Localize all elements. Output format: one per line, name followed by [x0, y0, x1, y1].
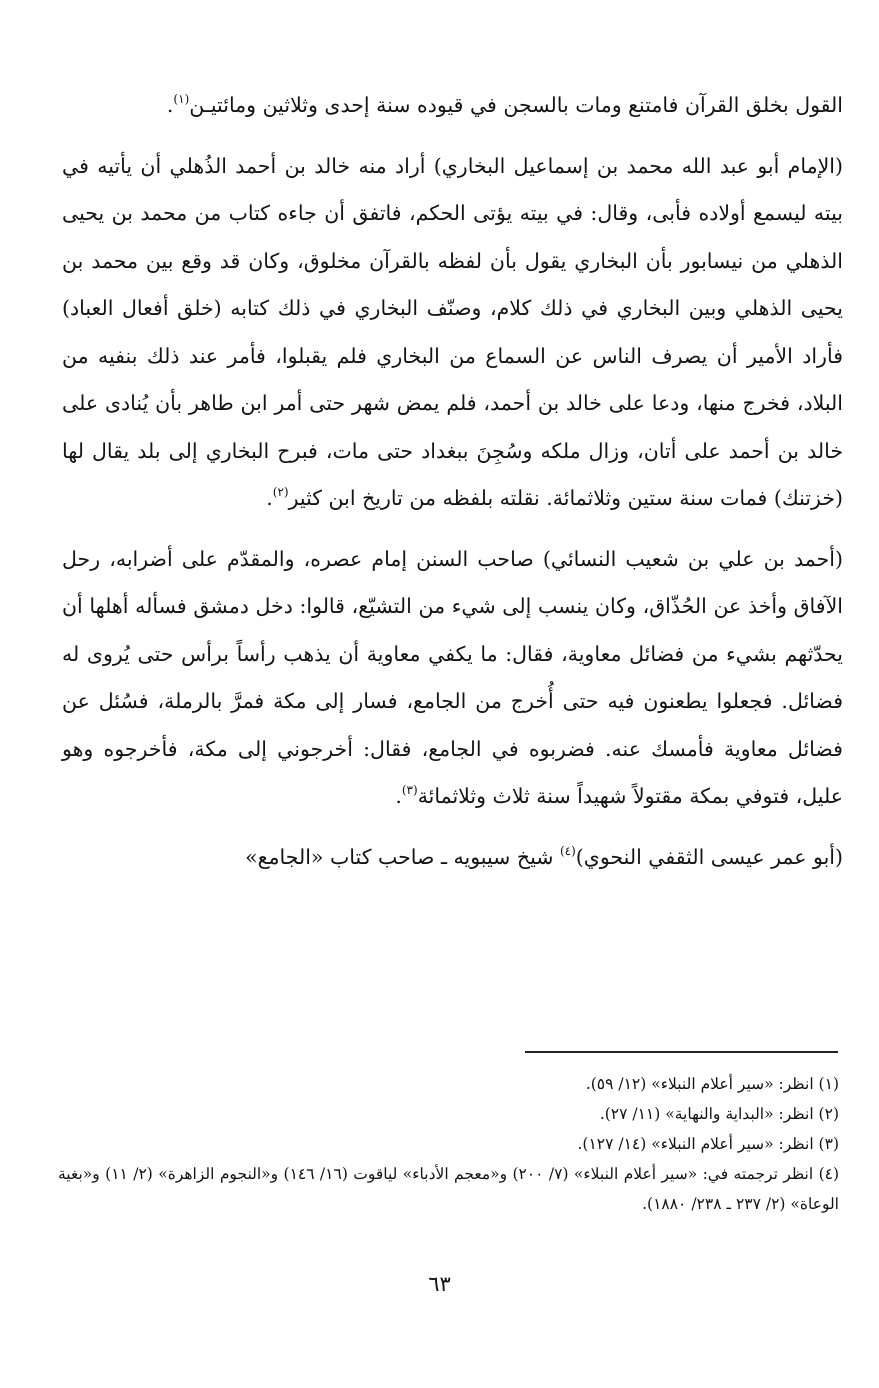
- footnote-4: (٤) انظر ترجمته في: «سير أعلام النبلاء» (٧/ ٢٠٠) و«معجم الأدباء» لياقوت (١٦/ ١٤٦) و«النجوم الزاهرة» (٢/ ١١) و«بغية الوعاة» (٢/ ٢٣٧ ـ ٢٣٨/ ١٨٨٠).: [58, 1165, 840, 1213]
- paragraph-bukhari: [62, 143, 843, 523]
- footnotes: [58, 1069, 839, 1219]
- footnote-2: (٢) انظر: «البداية والنهاية» (١١/ ٢٧).: [599, 1105, 839, 1123]
- paragraph-1-text: القول بخلق القرآن فامتنع ومات بالسجن في قيوده سنة إحدى وثلاثين ومائتيـن: [189, 93, 843, 117]
- period: .: [266, 486, 273, 510]
- footnote-ref-2: (٢): [272, 485, 289, 499]
- paragraph-thaqafi: [62, 834, 843, 882]
- paragraph-4-start: (أبو عمر عيسى الثقفي النحوي): [575, 844, 843, 869]
- footnote-separator: [525, 1051, 838, 1053]
- period: .: [166, 93, 174, 117]
- main-text: [62, 82, 843, 881]
- page-number: ٦٣: [428, 1272, 451, 1296]
- paragraph-2-text: (الإمام أبو عبد الله محمد بن إسماعيل البخاري) أراد منه خالد بن أحمد الذُهلي أن يأتيه في بيته ليسمع أولاده فأبى، وقال: في بيته يؤتى الحكم، فاتفق أن جاءه كتاب من محمد بن يحيى الذهلي من نيسابور بأن البخاري يقول بأن لفظه بالقرآن مخلوق، وكان قد وقع بين محمد بن يحيى الذهلي وبين البخاري في ذلك كلام، وصنّف البخاري في ذلك كتابه (خلق أفعال العباد) فأراد الأمير أن يصرف الناس عن السماع من البخاري فلم يقبلوا، فأمر عند ذلك بنفيه من البلاد، فخرج منها، ودعا على خالد بن أحمد، فلم يمض شهر حتى أمر ابن طاهر بأن يُنادى على خالد بن أحمد على أتان، وزال ملكه وسُجِنَ ببغداد حتى مات، فبرح البخاري إلى بلد يقال لها (خزتنك) فمات سنة ستين وثلاثمائة. نقلته بلفظه من تاريخ ابن كثير: [62, 153, 843, 510]
- footnote-ref-1: (١): [173, 92, 190, 106]
- footnote-ref-3: (٣): [401, 783, 418, 797]
- paragraph-3-text: (أحمد بن علي بن شعيب النسائي) صاحب السنن إمام عصره، والمقدّم على أضرابه، رحل الآفاق وأخذ عن الحُذّاق، وكان ينسب إلى شيء من التشيّع، قالوا: دخل دمشق فسأله أهلها أن يحدّثهم بشيء من فضائل معاوية، فقال: ما يكفي معاوية أن يذهب رأساً برأس حتى يُروى له فضائل. فجعلوا يطعنون فيه حتى أُخرج من الجامع، فسار إلى مكة فمرَّ بالرملة، فسُئل عن فضائل معاوية فأمسك عنه. فضربوه في الجامع، فقال: أخرجوني إلى مكة، فأخرجوه وهو عليل، فتوفي بمكة مقتولاً شهيداً سنة ثلاث وثلاثمائة: [62, 546, 843, 808]
- footnote-3: (٣) انظر: «سير أعلام النبلاء» (١٤/ ١٢٧).: [577, 1135, 839, 1153]
- period: .: [395, 784, 402, 808]
- footnote-1: (١) انظر: «سير أعلام النبلاء» (١٢/ ٥٩).: [585, 1075, 839, 1093]
- paragraph-nasai: [62, 536, 843, 821]
- paragraph-4-rest: شيخ سيبويه ـ صاحب كتاب «الجامع»: [245, 844, 560, 869]
- footnote-ref-4: (٤): [559, 843, 576, 858]
- paragraph-1: [62, 82, 843, 130]
